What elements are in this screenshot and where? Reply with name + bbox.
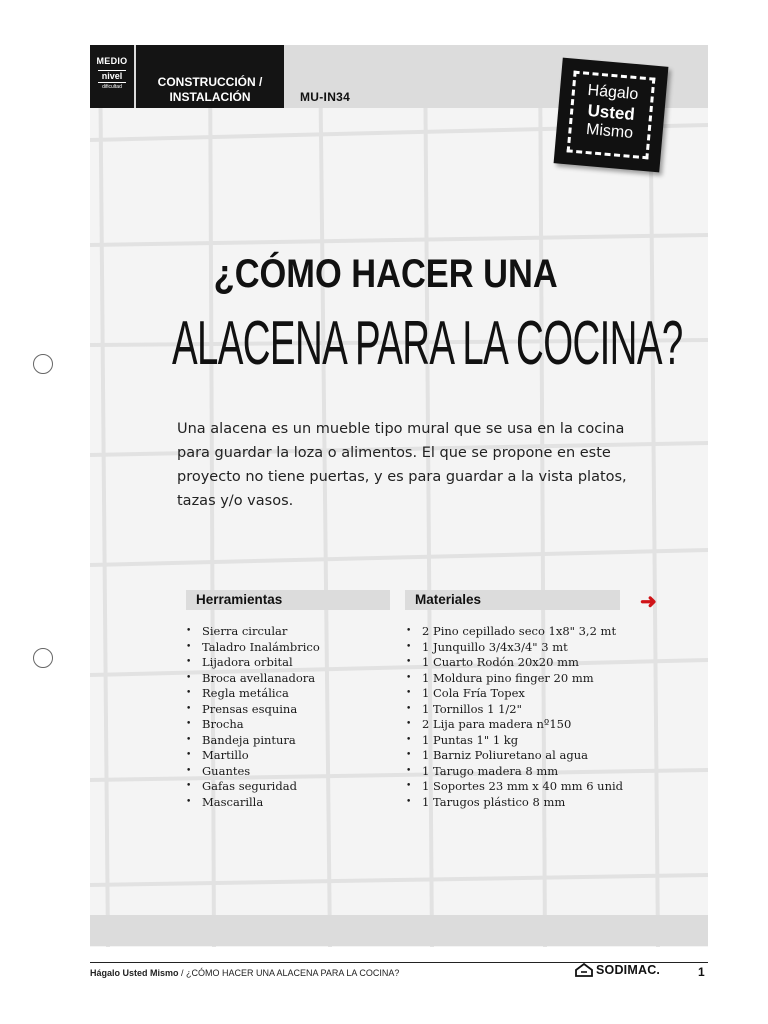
difficulty-level: MEDIO <box>96 56 128 66</box>
document-code: MU-IN34 <box>300 90 351 104</box>
list-item: • Prensas esquina <box>186 702 320 718</box>
house-icon <box>575 963 593 977</box>
badge-line-2: Usted <box>586 100 636 125</box>
list-item: • Bandeja pintura <box>186 733 320 749</box>
list-item: • Lijadora orbital <box>186 655 320 671</box>
list-item: • Gafas seguridad <box>186 779 320 795</box>
list-item: • 1 Barniz Poliuretano al agua <box>406 748 623 764</box>
list-item: • 1 Cuarto Rodón 20x20 mm <box>406 655 623 671</box>
binder-hole-bottom <box>33 648 53 668</box>
sodimac-logo <box>575 963 660 977</box>
arrow-right-icon: ➜ <box>640 591 657 613</box>
footer-separator: / <box>178 968 187 978</box>
tools-heading: Herramientas <box>186 590 390 610</box>
footer-title <box>90 968 399 978</box>
title-line-1: ¿CÓMO HACER UNA <box>213 252 558 296</box>
list-item: • 1 Tarugo madera 8 mm <box>406 764 623 780</box>
footer-document-title: ¿CÓMO HACER UNA ALACENA PARA LA COCINA? <box>186 968 400 978</box>
list-item: • Sierra circular <box>186 624 320 640</box>
list-item: • Guantes <box>186 764 320 780</box>
list-item: • 1 Tarugos plástico 8 mm <box>406 795 623 811</box>
footer-brand: Hágalo Usted Mismo <box>90 968 179 978</box>
list-item: • 1 Tornillos 1 1/2" <box>406 702 623 718</box>
difficulty-level-box <box>90 45 134 108</box>
category-box <box>136 45 284 108</box>
materials-heading: Materiales <box>405 590 620 610</box>
list-item: • Broca avellanadora <box>186 671 320 687</box>
difficulty-sublabel: dificultad <box>102 84 122 90</box>
page-number: 1 <box>698 965 705 979</box>
list-item: • 2 Lija para madera nº150 <box>406 717 623 733</box>
list-item: • 2 Pino cepillado seco 1x8" 3,2 mt <box>406 624 623 640</box>
footer-band <box>90 915 708 946</box>
list-item: • 1 Cola Fría Topex <box>406 686 623 702</box>
list-item: • Taladro Inalámbrico <box>186 640 320 656</box>
list-item: • Martillo <box>186 748 320 764</box>
difficulty-label: nivel <box>98 70 126 83</box>
list-item: • 1 Junquillo 3/4x3/4" 3 mt <box>406 640 623 656</box>
badge-line-1: Hágalo <box>586 81 639 104</box>
list-item: • Mascarilla <box>186 795 320 811</box>
logo-text: SODIMAC. <box>596 963 661 977</box>
category-line-2: INSTALACIÓN <box>169 90 251 104</box>
list-item: • 1 Soportes 23 mm x 40 mm 6 unid <box>406 779 623 795</box>
materials-list <box>406 624 623 810</box>
category-line-1: CONSTRUCCIÓN / <box>157 75 263 89</box>
list-item: • Brocha <box>186 717 320 733</box>
title-line-2: ALACENA PARA LA COCINA? <box>172 309 683 378</box>
list-item: • 1 Moldura pino finger 20 mm <box>406 671 623 687</box>
binder-hole-top <box>33 354 53 374</box>
tools-list <box>186 624 320 810</box>
intro-paragraph: Una alacena es un mueble tipo mural que se usa en la cocina para guardar la loza o alimentos. El que se propone en este proyecto no tiene puertas, y es para guardar a la vista platos, tazas y/o vasos. <box>177 421 627 509</box>
badge-line-3: Mismo <box>585 120 634 142</box>
list-item: • 1 Puntas 1" 1 kg <box>406 733 623 749</box>
list-item: • Regla metálica <box>186 686 320 702</box>
hagalo-usted-mismo-badge <box>554 58 669 173</box>
